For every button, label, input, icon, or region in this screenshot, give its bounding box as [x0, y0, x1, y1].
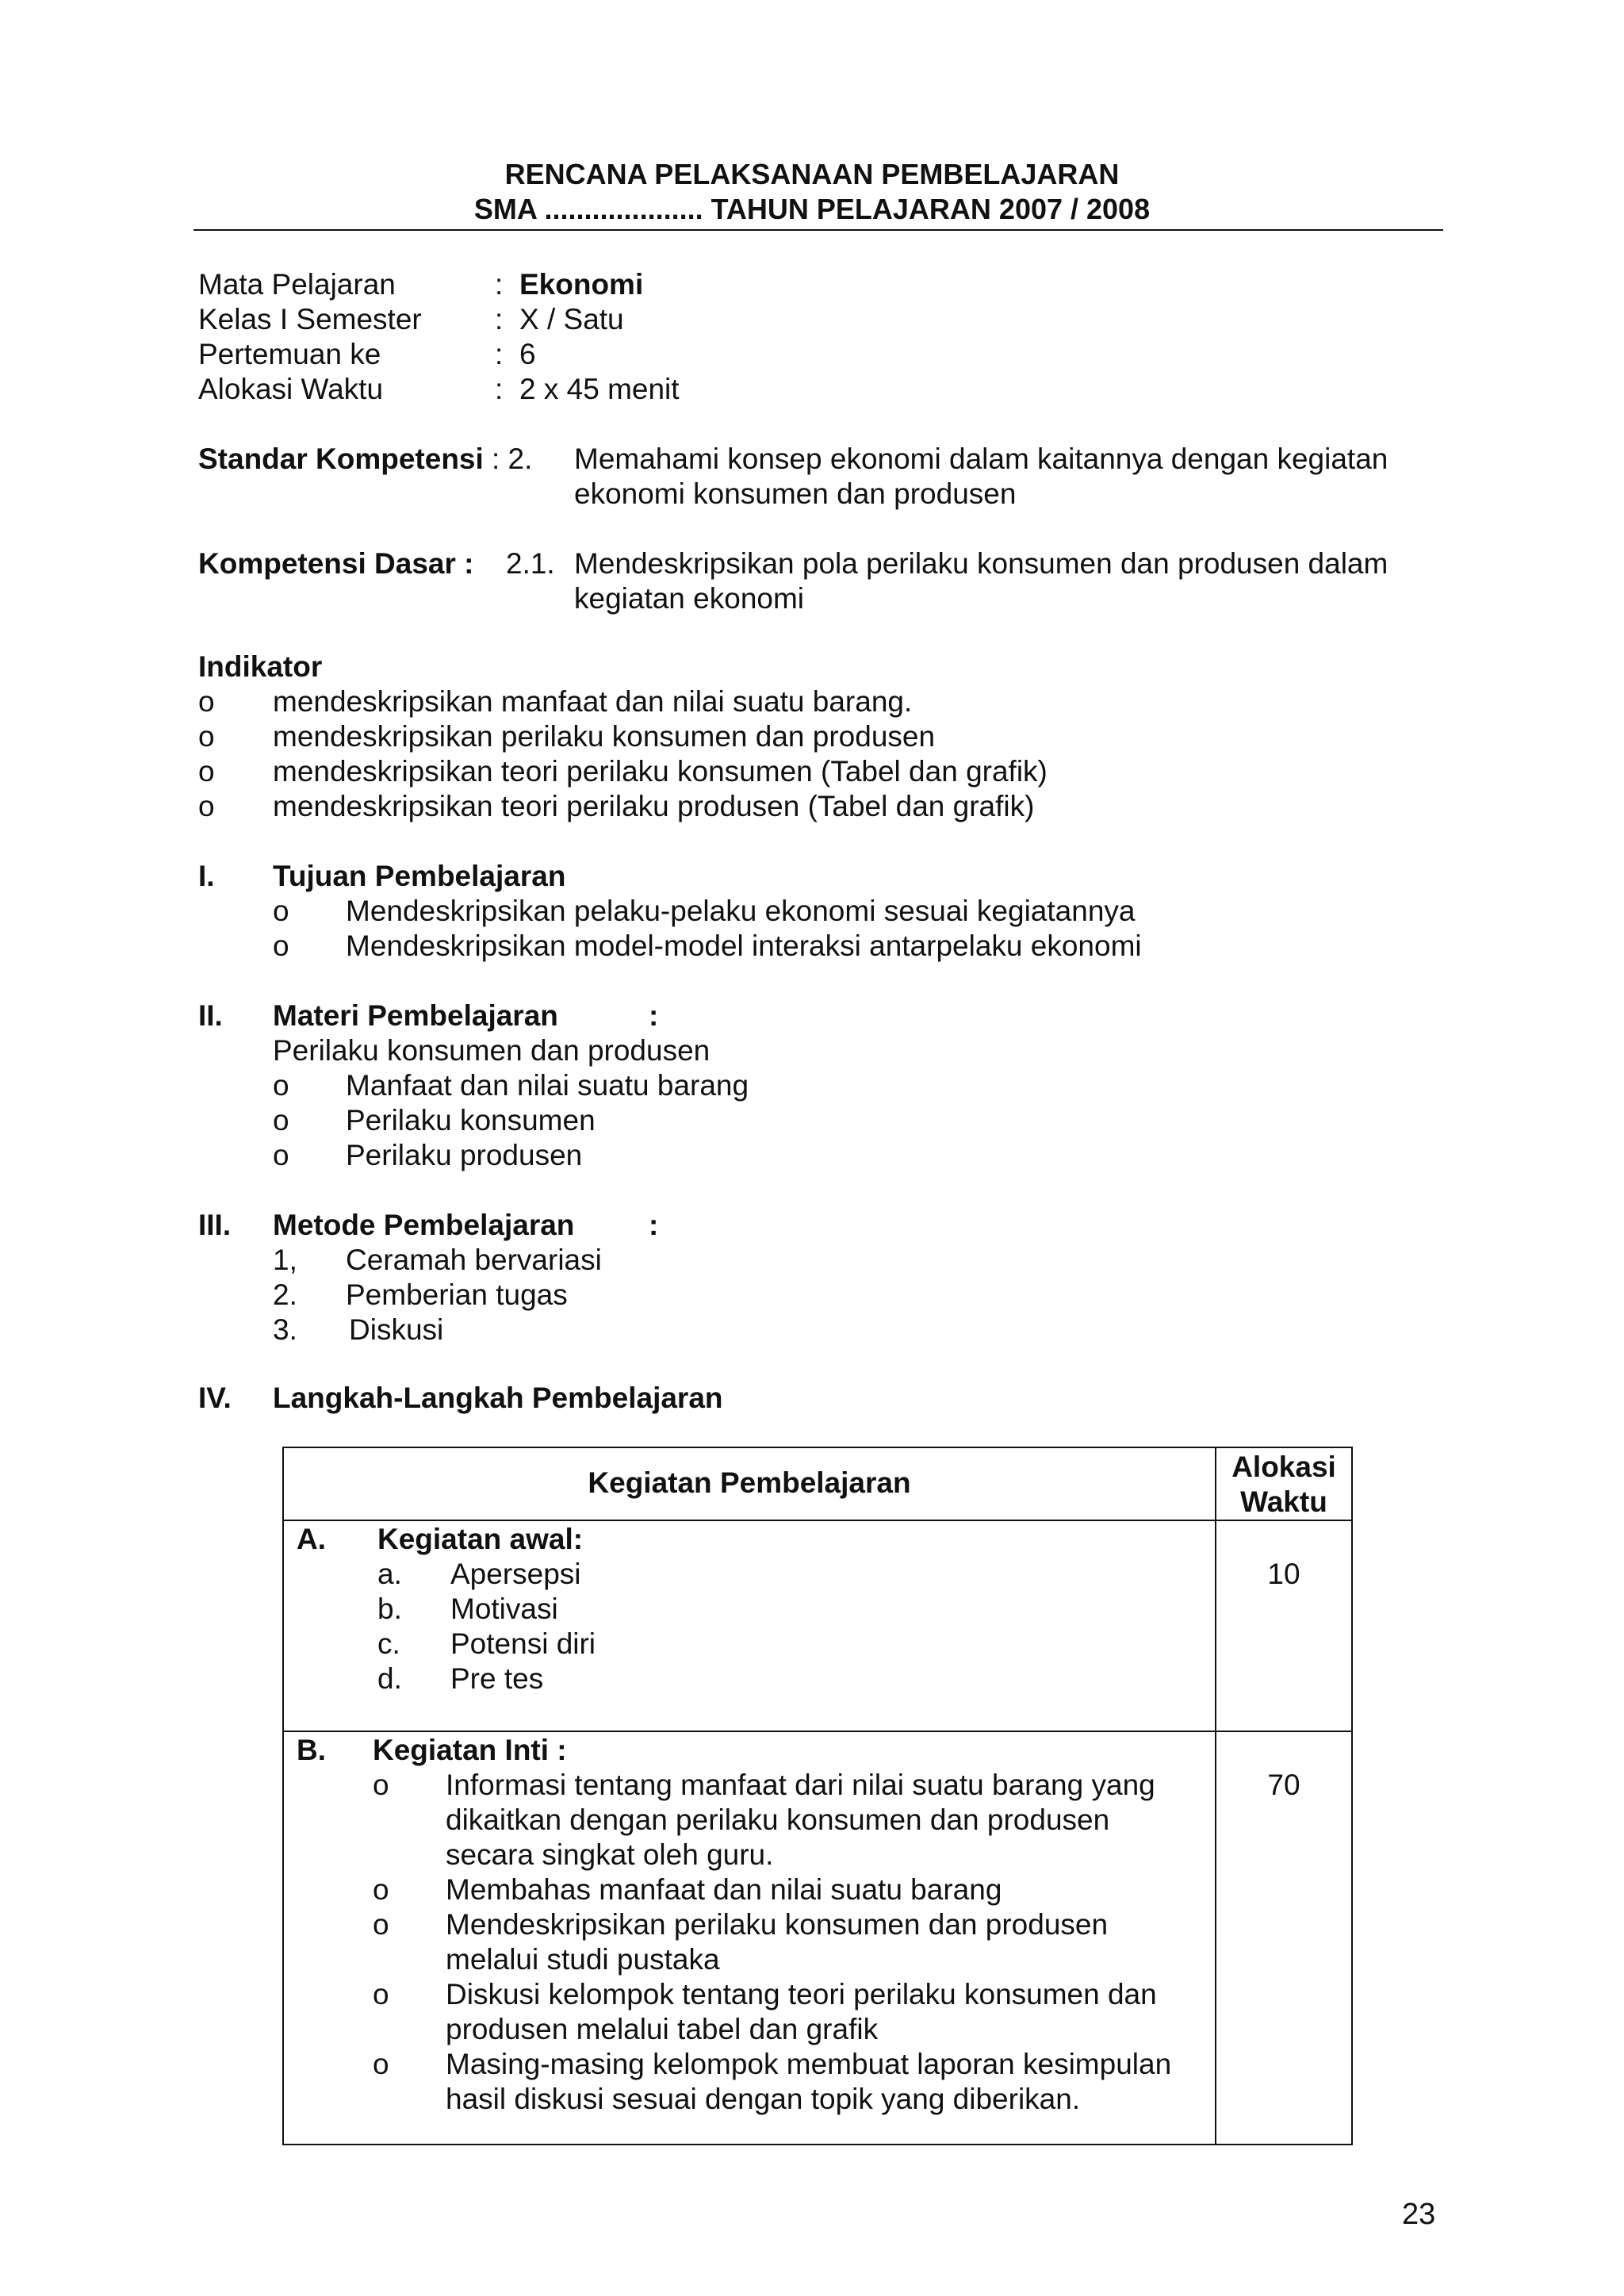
- section-number: II.: [198, 999, 223, 1032]
- standar-number: : 2.: [492, 443, 533, 475]
- metode-colon: :: [649, 1209, 659, 1241]
- metode-heading: Metode Pembelajaran: [273, 1209, 575, 1241]
- document-title: RENCANA PELAKSANAAN PEMBELAJARAN: [504, 158, 1120, 190]
- bullet: o: [273, 1139, 289, 1171]
- identity-label: Mata Pelajaran: [198, 268, 396, 301]
- bullet: o: [273, 930, 289, 962]
- list-item: Pre tes: [450, 1662, 544, 1695]
- list-letter: c.: [377, 1627, 400, 1660]
- list-item: Masing-masing kelompok membuat laporan kesimpulan: [446, 2048, 1172, 2080]
- tujuan-item: Mendeskripsikan pelaku-pelaku ekonomi sesuai kegiatannya: [346, 895, 1136, 927]
- table-header-waktu: Waktu: [1240, 1485, 1327, 1518]
- identity-label: Pertemuan ke: [198, 338, 381, 370]
- tujuan-item: Mendeskripsikan model-model interaksi antarpelaku ekonomi: [346, 930, 1142, 962]
- list-item: Apersepsi: [450, 1558, 581, 1590]
- bullet: o: [198, 790, 215, 822]
- dasar-text: kegiatan ekonomi: [574, 582, 805, 615]
- metode-item: Diskusi: [349, 1313, 444, 1346]
- list-item: Mendeskripsikan perilaku konsumen dan produsen: [446, 1908, 1109, 1941]
- metode-number: 2.: [273, 1278, 297, 1311]
- table-header-alokasi: Alokasi: [1231, 1451, 1336, 1483]
- bullet: o: [198, 685, 215, 718]
- header-divider: [193, 229, 1443, 231]
- section-number: IV.: [198, 1382, 232, 1414]
- materi-item: Perilaku produsen: [346, 1139, 583, 1171]
- list-item: secara singkat oleh guru.: [446, 1838, 774, 1871]
- section-title: Kegiatan Inti :: [373, 1734, 567, 1766]
- metode-item: Ceramah bervariasi: [346, 1244, 602, 1276]
- list-item: dikaitkan dengan perilaku konsumen dan produsen: [446, 1803, 1110, 1836]
- indikator-item: mendeskripsikan teori perilaku konsumen (Tabel dan grafik): [273, 755, 1048, 788]
- bullet: o: [373, 1908, 389, 1941]
- materi-item: Manfaat dan nilai suatu barang: [346, 1069, 749, 1102]
- list-item: melalui studi pustaka: [446, 1943, 720, 1976]
- table-row-divider: [282, 1731, 1353, 1732]
- bullet: o: [198, 720, 215, 753]
- metode-number: 3.: [273, 1313, 297, 1346]
- materi-intro: Perilaku konsumen dan produsen: [273, 1034, 710, 1067]
- list-letter: a.: [377, 1558, 402, 1590]
- identity-colon: :: [495, 338, 504, 370]
- list-item: produsen melalui tabel dan grafik: [446, 2013, 879, 2045]
- bullet: o: [373, 1873, 389, 1906]
- materi-heading: Materi Pembelajaran: [273, 999, 558, 1032]
- tujuan-heading: Tujuan Pembelajaran: [273, 860, 566, 892]
- list-letter: d.: [377, 1662, 402, 1695]
- bullet: o: [273, 1104, 289, 1137]
- identity-colon: :: [495, 268, 504, 301]
- langkah-heading: Langkah-Langkah Pembelajaran: [273, 1382, 723, 1414]
- bullet: o: [373, 1978, 389, 2010]
- identity-colon: :: [495, 373, 504, 405]
- indikator-item: mendeskripsikan perilaku konsumen dan produsen: [273, 720, 936, 753]
- section-title: Kegiatan awal:: [377, 1523, 584, 1555]
- indikator-heading: Indikator: [198, 650, 323, 683]
- bullet: o: [273, 895, 289, 927]
- list-item: hasil diskusi sesuai dengan topik yang diberikan.: [446, 2083, 1081, 2115]
- bullet: o: [373, 2048, 389, 2080]
- section-number: I.: [198, 860, 215, 892]
- metode-number: 1,: [273, 1244, 297, 1276]
- table-header-kegiatan: Kegiatan Pembelajaran: [588, 1466, 911, 1499]
- dasar-label: Kompetensi Dasar :: [198, 547, 474, 580]
- dasar-text: Mendeskripsikan pola perilaku konsumen dan produsen dalam: [574, 547, 1388, 580]
- page-number: 23: [1402, 2198, 1436, 2231]
- identity-colon: :: [495, 303, 504, 335]
- list-letter: b.: [377, 1593, 402, 1625]
- identity-value: Ekonomi: [519, 268, 644, 301]
- table-header-divider: [282, 1520, 1353, 1521]
- list-item: Diskusi kelompok tentang teori perilaku konsumen dan: [446, 1978, 1157, 2010]
- metode-item: Pemberian tugas: [346, 1278, 568, 1311]
- standar-text: Memahami konsep ekonomi dalam kaitannya dengan kegiatan: [574, 443, 1388, 475]
- standar-text: ekonomi konsumen dan produsen: [574, 477, 1017, 510]
- indikator-item: mendeskripsikan teori perilaku produsen (Tabel dan grafik): [273, 790, 1035, 822]
- list-item: Informasi tentang manfaat dari nilai suatu barang yang: [446, 1769, 1155, 1801]
- section-number: III.: [198, 1209, 232, 1241]
- alokasi-value: 10: [1267, 1558, 1300, 1590]
- identity-value: 6: [519, 338, 536, 370]
- section-letter: B.: [297, 1734, 326, 1766]
- bullet: o: [373, 1769, 389, 1801]
- identity-value: 2 x 45 menit: [519, 373, 680, 405]
- alokasi-value: 70: [1267, 1769, 1300, 1801]
- list-item: Motivasi: [450, 1593, 558, 1625]
- materi-item: Perilaku konsumen: [346, 1104, 596, 1137]
- bullet: o: [273, 1069, 289, 1102]
- list-item: Potensi diri: [450, 1627, 596, 1660]
- indikator-item: mendeskripsikan manfaat dan nilai suatu barang.: [273, 685, 913, 718]
- section-letter: A.: [297, 1523, 326, 1555]
- materi-colon: :: [649, 999, 659, 1032]
- document-subtitle: SMA .................... TAHUN PELAJARAN 2007 / 2008: [473, 193, 1151, 225]
- bullet: o: [198, 755, 215, 788]
- identity-value: X / Satu: [519, 303, 624, 335]
- standar-label: Standar Kompetensi: [198, 443, 484, 475]
- dasar-number: 2.1.: [506, 547, 555, 580]
- identity-label: Alokasi Waktu: [198, 373, 384, 405]
- identity-label: Kelas I Semester: [198, 303, 422, 335]
- list-item: Membahas manfaat dan nilai suatu barang: [446, 1873, 1002, 1906]
